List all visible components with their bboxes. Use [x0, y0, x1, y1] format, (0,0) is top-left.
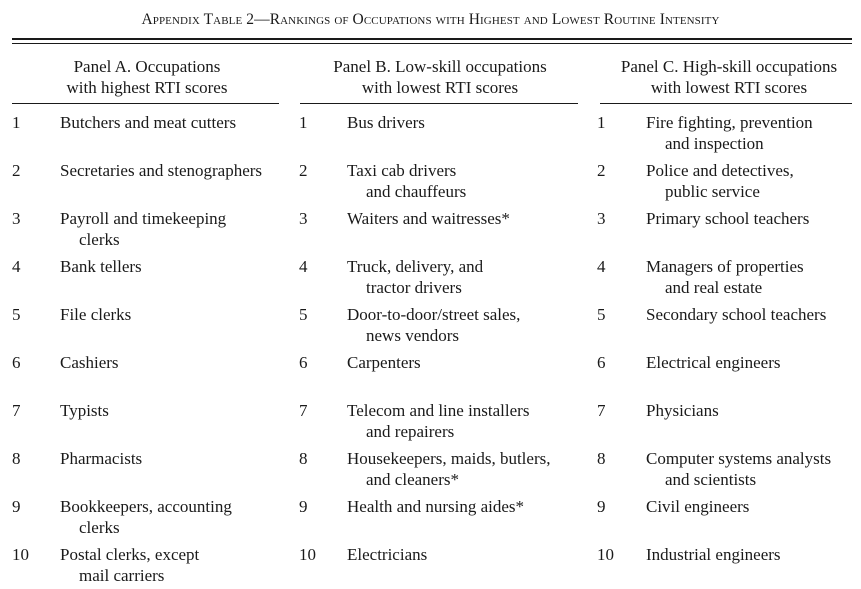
- panel-a-occupation: [60, 256, 142, 277]
- occupation-line2: mail carriers: [79, 566, 165, 585]
- panel-a-rank: 3: [12, 209, 21, 228]
- panel-b-rank: 7: [299, 401, 308, 420]
- panel-a-rank: 6: [12, 353, 21, 372]
- occupation-line1: Electricians: [347, 545, 428, 564]
- panel-c-occupation: [646, 112, 813, 154]
- occupation-line2: tractor drivers: [366, 278, 462, 297]
- panel-b-occupation: [347, 496, 524, 517]
- panel-b-rank: 4: [299, 257, 308, 276]
- occupation-line2: and cleaners*: [366, 470, 459, 489]
- panel-b-rank: 5: [299, 305, 308, 324]
- panel-c-rank: 6: [597, 353, 606, 372]
- occupation-line1: Payroll and timekeeping: [60, 209, 227, 228]
- panel-c-occupation: [646, 448, 831, 490]
- occupation-line1: Police and detectives,: [646, 161, 794, 180]
- occupation-line1: Telecom and line installers: [347, 401, 530, 420]
- occupation-line1: Door-to-door/street sales,: [347, 305, 521, 324]
- panel-b-rank: 10: [299, 545, 316, 564]
- panel-a-occupation: [60, 208, 226, 250]
- panel-c-rank: 4: [597, 257, 606, 276]
- occupation-line1: Cashiers: [60, 353, 119, 372]
- occupation-line1: File clerks: [60, 305, 132, 324]
- panel-b-occupation: [347, 448, 550, 490]
- occupation-line1: Electrical engineers: [646, 353, 781, 372]
- occupation-line2: clerks: [79, 518, 120, 537]
- occupation-line1: Managers of properties: [646, 257, 804, 276]
- panel-a-occupation: [60, 304, 131, 325]
- panel-a-rank: 5: [12, 305, 21, 324]
- occupation-line2: and scientists: [665, 470, 757, 489]
- panel-a-underline: [12, 103, 279, 104]
- panel-b-rank: 2: [299, 161, 308, 180]
- occupation-line1: Bank tellers: [60, 257, 142, 276]
- panel-a-rank: 7: [12, 401, 21, 420]
- occupation-line2: public service: [665, 182, 760, 201]
- panel-c-occupation: [646, 496, 749, 517]
- panel-b-occupation: [347, 544, 427, 565]
- panel-b-occupation: [347, 208, 510, 229]
- occupation-line2: and inspection: [665, 134, 764, 153]
- panel-b-occupation: [347, 256, 483, 298]
- occupation-line2: and repairers: [366, 422, 455, 441]
- panel-a-rank: 9: [12, 497, 21, 516]
- panel-c-rank: 7: [597, 401, 606, 420]
- panel-b-rank: 9: [299, 497, 308, 516]
- panel-c-rank: 2: [597, 161, 606, 180]
- occupation-line1: Waiters and waitresses*: [347, 209, 510, 228]
- panel-a-occupation: [60, 400, 109, 421]
- panel-c-rank: 5: [597, 305, 606, 324]
- panel-b-heading: Panel B. Low-skill occupations with lowest RTI scores: [333, 57, 547, 97]
- panel-b-rank: 1: [299, 113, 308, 132]
- occupation-line2: and real estate: [665, 278, 763, 297]
- occupation-line1: Butchers and meat cutters: [60, 113, 237, 132]
- panel-c-underline: [600, 103, 852, 104]
- panel-a-occupation: [60, 496, 232, 538]
- occupation-line2: clerks: [79, 230, 120, 249]
- panel-c-rank: 3: [597, 209, 606, 228]
- panel-b-occupation: [347, 304, 520, 346]
- panel-c-rank: 8: [597, 449, 606, 468]
- panel-b-rank: 3: [299, 209, 308, 228]
- panel-b-rank: 6: [299, 353, 308, 372]
- panel-b-occupation: [347, 160, 466, 202]
- panel-b-underline: [300, 103, 578, 104]
- occupation-line2: and chauffeurs: [366, 182, 467, 201]
- panel-b-occupation: [347, 352, 421, 373]
- occupation-line1: Carpenters: [347, 353, 421, 372]
- occupation-line1: Fire fighting, prevention: [646, 113, 813, 132]
- occupation-line1: Taxi cab drivers: [347, 161, 457, 180]
- panel-a-rank: 4: [12, 257, 21, 276]
- occupation-line1: Bus drivers: [347, 113, 425, 132]
- panel-b-rank: 8: [299, 449, 308, 468]
- occupation-line1: Industrial engineers: [646, 545, 781, 564]
- occupation-line1: Secretaries and stenographers: [60, 161, 263, 180]
- panel-c-rank: 9: [597, 497, 606, 516]
- occupation-line1: Health and nursing aides*: [347, 497, 525, 516]
- occupation-line1: Primary school teachers: [646, 209, 810, 228]
- table-title: Appendix Table 2—Rankings of Occupations with Highest and Lowest Routine Intensity: [141, 11, 720, 28]
- panel-a-heading: Panel A. Occupations with highest RTI scores: [66, 57, 228, 97]
- panel-a-rank: 8: [12, 449, 21, 468]
- panel-c-occupation: [646, 304, 826, 325]
- panel-c-occupation: [646, 544, 781, 565]
- panel-c-occupation: [646, 400, 719, 421]
- panel-b-occupation: [347, 400, 529, 442]
- occupation-line1: Civil engineers: [646, 497, 750, 516]
- panel-c-occupation: [646, 352, 781, 373]
- occupation-line1: Typists: [60, 401, 109, 420]
- occupation-line1: Physicians: [646, 401, 719, 420]
- panel-a-occupation: [60, 352, 119, 373]
- panel-c-heading: Panel C. High-skill occupations with lowest RTI scores: [620, 57, 838, 97]
- panel-c-rank: 1: [597, 113, 606, 132]
- top-rule-thin: [12, 43, 852, 44]
- panel-c-occupation: [646, 160, 794, 202]
- occupation-line1: Computer systems analysts: [646, 449, 832, 468]
- panel-a-occupation: [60, 160, 262, 181]
- occupation-line1: Postal clerks, except: [60, 545, 200, 564]
- top-rule-thick: [12, 38, 852, 40]
- panel-a-occupation: [60, 112, 236, 133]
- panel-b-occupation: [347, 112, 425, 133]
- panel-c-rank: 10: [597, 545, 614, 564]
- occupation-line1: Bookkeepers, accounting: [60, 497, 232, 516]
- occupation-line1: Pharmacists: [60, 449, 143, 468]
- panel-c-occupation: [646, 256, 804, 298]
- panel-a-rank: 1: [12, 113, 21, 132]
- occupation-line1: Housekeepers, maids, butlers,: [347, 449, 551, 468]
- panel-c-occupation: [646, 208, 809, 229]
- occupation-line2: news vendors: [366, 326, 460, 345]
- panel-a-rank: 2: [12, 161, 21, 180]
- panel-a-occupation: [60, 448, 142, 469]
- occupation-line1: Truck, delivery, and: [347, 257, 484, 276]
- occupation-line1: Secondary school teachers: [646, 305, 827, 324]
- panel-a-rank: 10: [12, 545, 29, 564]
- panel-a-occupation: [60, 544, 199, 586]
